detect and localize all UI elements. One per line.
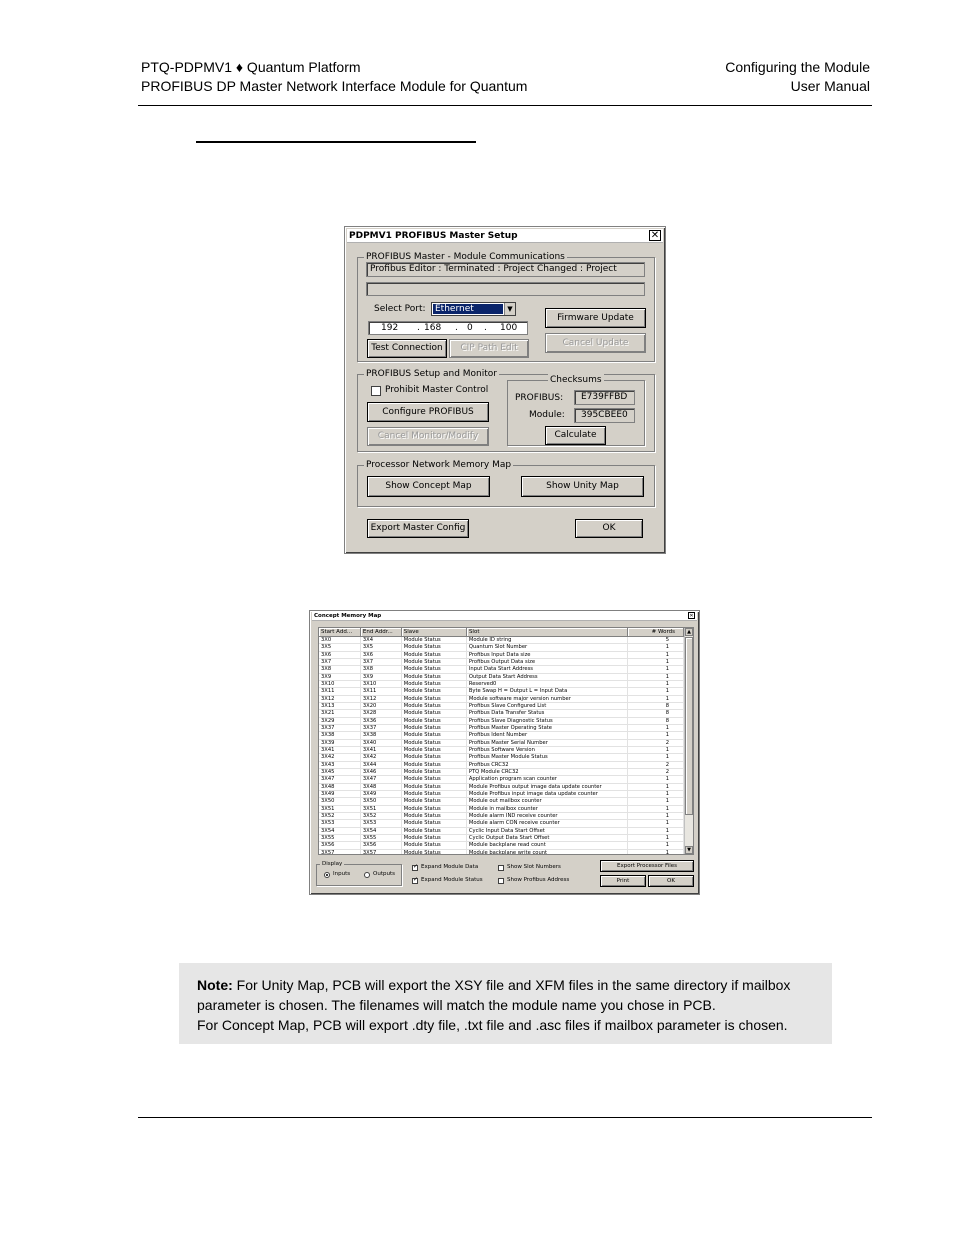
table-cell: 1 <box>628 652 684 658</box>
table-cell: 1 <box>628 674 684 680</box>
table-cell: Cyclic Output Data Start Offset <box>467 835 628 841</box>
concept-memory-map-dialog <box>309 610 700 895</box>
progress-field <box>366 282 645 296</box>
table-row[interactable] <box>319 666 684 673</box>
table-cell: 3X51 <box>361 806 402 812</box>
table-cell: 3X52 <box>319 813 361 819</box>
table-row[interactable] <box>319 784 684 791</box>
table-cell: 3X8 <box>319 666 361 672</box>
table-cell: 1 <box>628 688 684 694</box>
note-text-2: For Concept Map, PCB will export .dty file, .txt file and .asc files if mailbox parameter is chosen. <box>197 1017 788 1033</box>
table-cell: 8 <box>628 703 684 709</box>
table-cell: 3X39 <box>319 740 361 746</box>
column-header[interactable]: Slave <box>402 628 467 637</box>
table-cell: Profibus Master Module Status <box>467 754 628 760</box>
table-cell: Module backplane read count <box>467 842 628 848</box>
table-row[interactable] <box>319 813 684 820</box>
table-cell: Module Status <box>402 703 467 709</box>
table-cell: 3X49 <box>361 791 402 797</box>
show-concept-map-button[interactable]: Show Concept Map <box>367 476 490 497</box>
table-row[interactable] <box>319 762 684 769</box>
prohibit-master-checkbox[interactable] <box>371 386 381 396</box>
cip-path-edit-button[interactable]: CIP Path Edit <box>449 339 529 358</box>
expand-module-status-label: Expand Module Status <box>421 877 483 883</box>
port-select-value: Ethernet <box>433 304 503 314</box>
table-cell: 2 <box>628 762 684 768</box>
table-cell: Profibus Software Version <box>467 747 628 753</box>
table-cell: Module alarm CON receive counter <box>467 820 628 826</box>
note-text-1: For Unity Map, PCB will export the XSY file and XFM files in the same directory if mailbox parameter is chosen. The filenames will match the module name you chose in PCB. <box>197 977 791 1013</box>
table-row[interactable] <box>319 725 684 732</box>
table-cell: 3X37 <box>361 725 402 731</box>
show-slot-numbers-checkbox[interactable] <box>498 865 504 871</box>
table-cell: 3X38 <box>361 732 402 738</box>
table-cell: 3X50 <box>361 798 402 804</box>
footer-rule <box>138 1117 872 1118</box>
table-cell: Module Profibus input image data update counter <box>467 791 628 797</box>
table-cell: 1 <box>628 798 684 804</box>
table-row[interactable] <box>319 696 684 703</box>
table-cell: 3X40 <box>361 740 402 746</box>
ip-dot: . <box>455 323 458 333</box>
table-cell: 3X11 <box>361 688 402 694</box>
table-cell: 3X10 <box>319 681 361 687</box>
table-cell: 3X52 <box>361 813 402 819</box>
chapter-title: Configuring the Module <box>725 59 870 75</box>
configure-profibus-button[interactable]: Configure PROFIBUS <box>367 402 489 422</box>
table-cell: 3X28 <box>361 710 402 716</box>
table-cell: 3X42 <box>361 754 402 760</box>
table-cell: Module Status <box>402 784 467 790</box>
master-setup-dialog <box>344 226 666 554</box>
column-header[interactable]: # Words <box>628 628 684 637</box>
table-cell: 2 <box>628 769 684 775</box>
master-setup-title: PDPMV1 PROFIBUS Master Setup <box>349 231 518 241</box>
table-row[interactable] <box>319 828 684 835</box>
table-row[interactable] <box>319 776 684 783</box>
scroll-up-icon[interactable]: ▲ <box>685 628 693 636</box>
inputs-label: Inputs <box>333 871 351 877</box>
table-cell: Output Data Start Address <box>467 674 628 680</box>
table-cell: 3X4 <box>361 637 402 643</box>
ip-address-field[interactable] <box>368 321 528 335</box>
table-row[interactable] <box>319 820 684 827</box>
table-cell: 1 <box>628 659 684 665</box>
table-cell: Module Status <box>402 725 467 731</box>
prohibit-master-label: Prohibit Master Control <box>385 385 489 395</box>
table-row[interactable] <box>319 740 684 747</box>
table-cell: Profibus Ident Number <box>467 732 628 738</box>
page-header-left <box>141 58 527 96</box>
table-cell: Module Status <box>402 718 467 724</box>
table-cell: Module Status <box>402 798 467 804</box>
table-cell: 3X5 <box>361 644 402 650</box>
table-cell: 3X6 <box>361 652 402 658</box>
ip-dot: . <box>484 323 487 333</box>
export-master-config-button[interactable]: Export Master Config <box>367 519 469 538</box>
comms-group-label: PROFIBUS Master - Module Communications <box>366 252 565 262</box>
table-cell: 3X21 <box>319 710 361 716</box>
table-cell: 3X7 <box>361 659 402 665</box>
firmware-update-button[interactable]: Firmware Update <box>545 308 646 328</box>
table-cell: 1 <box>628 666 684 672</box>
table-cell: 3X20 <box>361 703 402 709</box>
table-cell: Byte Swap H = Output L = Input Data <box>467 688 628 694</box>
table-cell: 3X51 <box>319 806 361 812</box>
table-cell: Module Status <box>402 688 467 694</box>
table-cell: Module Status <box>402 652 467 658</box>
table-cell: 3X44 <box>361 762 402 768</box>
table-cell: 3X37 <box>319 725 361 731</box>
table-row[interactable] <box>319 710 684 717</box>
table-cell: Module Status <box>402 769 467 775</box>
product-subtitle: PROFIBUS DP Master Network Interface Module for Quantum <box>141 78 528 94</box>
table-cell: 3X54 <box>319 828 361 834</box>
table-cell: Module Status <box>402 776 467 782</box>
table-cell: 3X12 <box>361 696 402 702</box>
table-cell: Module Status <box>402 791 467 797</box>
table-cell: 1 <box>628 842 684 848</box>
table-row[interactable] <box>319 769 684 776</box>
table-cell: 3X9 <box>319 674 361 680</box>
table-cell: Module Status <box>402 637 467 643</box>
table-row[interactable] <box>319 637 684 644</box>
table-cell: 3X53 <box>319 820 361 826</box>
table-row[interactable] <box>319 644 684 651</box>
outputs-label: Outputs <box>373 871 395 877</box>
show-profibus-address-checkbox[interactable] <box>498 878 504 884</box>
table-cell: 8 <box>628 710 684 716</box>
table-cell: Cyclic Input Data Start Offset <box>467 828 628 834</box>
product-title: PTQ-PDPMV1 ♦ Quantum Platform <box>141 59 361 75</box>
column-header[interactable]: Start Add... <box>319 628 361 637</box>
table-cell: Module Status <box>402 732 467 738</box>
export-processor-files-button[interactable]: Export Processor Files <box>600 860 694 872</box>
table-cell: 3X55 <box>361 835 402 841</box>
note-paragraph-1 <box>197 975 814 1015</box>
note-label: Note: <box>197 977 233 993</box>
table-cell: 3X11 <box>319 688 361 694</box>
table-row[interactable] <box>319 842 684 849</box>
show-profibus-address-label: Show Profibus Address <box>507 877 570 883</box>
table-cell: Module ID string <box>467 637 628 643</box>
table-cell: Module out mailbox counter <box>467 798 628 804</box>
test-connection-button[interactable]: Test Connection <box>367 339 447 358</box>
expand-module-data-checkbox[interactable] <box>412 865 418 871</box>
table-cell: Module alarm IND receive counter <box>467 813 628 819</box>
select-port-label: Select Port: <box>374 304 426 314</box>
note-box <box>179 963 832 1044</box>
table-cell: 3X50 <box>319 798 361 804</box>
table-cell: 3X48 <box>361 784 402 790</box>
table-cell: 3X12 <box>319 696 361 702</box>
table-body <box>319 637 684 855</box>
page-header-right <box>725 58 870 96</box>
table-cell: 3X36 <box>361 718 402 724</box>
table-row[interactable] <box>319 791 684 798</box>
column-header[interactable]: Slot <box>467 628 628 637</box>
outputs-radio[interactable] <box>364 872 370 878</box>
cancel-monitor-button[interactable]: Cancel Monitor/Modify <box>367 427 489 446</box>
table-cell: Reserved0 <box>467 681 628 687</box>
calculate-button[interactable]: Calculate <box>545 426 606 445</box>
table-cell: Quantum Slot Number <box>467 644 628 650</box>
table-cell: 3X6 <box>319 652 361 658</box>
port-select[interactable] <box>431 302 516 316</box>
ip-octet-2: 168 <box>424 323 442 333</box>
table-row[interactable] <box>319 850 684 855</box>
scroll-thumb[interactable] <box>685 637 693 815</box>
table-cell: 3X47 <box>319 776 361 782</box>
table-cell: Profibus CRC32 <box>467 762 628 768</box>
table-cell: 1 <box>628 725 684 731</box>
table-cell: 3X55 <box>319 835 361 841</box>
table-row[interactable] <box>319 688 684 695</box>
show-slot-numbers-label: Show Slot Numbers <box>507 864 561 870</box>
table-cell: Profibus Data Transfer Status <box>467 710 628 716</box>
table-cell: Profibus Slave Diagnostic Status <box>467 718 628 724</box>
table-cell: 3X57 <box>361 850 402 855</box>
table-cell: 1 <box>628 820 684 826</box>
table-cell: Module Status <box>402 666 467 672</box>
table-row[interactable] <box>319 718 684 725</box>
table-cell: 2 <box>628 740 684 746</box>
table-cell: Profibus Slave Configured List <box>467 703 628 709</box>
memory-map-table <box>318 627 694 855</box>
table-cell: Input Data Start Address <box>467 666 628 672</box>
table-cell: Module Status <box>402 813 467 819</box>
table-cell: Module Status <box>402 806 467 812</box>
table-cell: 1 <box>628 776 684 782</box>
table-cell: 3X13 <box>319 703 361 709</box>
table-cell: Module Status <box>402 850 467 855</box>
table-cell: 3X0 <box>319 637 361 643</box>
table-cell: 3X48 <box>319 784 361 790</box>
table-cell: Module Status <box>402 820 467 826</box>
concept-map-title: Concept Memory Map <box>314 613 382 619</box>
cancel-update-button[interactable]: Cancel Update <box>545 333 646 353</box>
table-row[interactable] <box>319 652 684 659</box>
show-unity-map-button[interactable]: Show Unity Map <box>521 476 644 497</box>
table-cell: Module Status <box>402 710 467 716</box>
table-cell: 1 <box>628 784 684 790</box>
table-cell: Application program scan counter <box>467 776 628 782</box>
table-cell: Module Status <box>402 659 467 665</box>
module-checksum-field: 395CBEE0 <box>574 408 635 423</box>
table-cell: 8 <box>628 718 684 724</box>
table-row[interactable] <box>319 659 684 666</box>
table-cell: 1 <box>628 696 684 702</box>
ip-dot: . <box>417 323 420 333</box>
ok-button[interactable]: OK <box>648 875 694 887</box>
table-row[interactable] <box>319 806 684 813</box>
table-cell: 3X54 <box>361 828 402 834</box>
table-row[interactable] <box>319 703 684 710</box>
table-cell: Module Status <box>402 828 467 834</box>
expand-module-status-checkbox[interactable] <box>412 878 418 884</box>
inputs-radio[interactable] <box>324 872 330 878</box>
header-rule <box>138 105 872 106</box>
module-checksum-label: Module: <box>529 410 565 420</box>
table-cell: 1 <box>628 644 684 650</box>
column-header[interactable]: End Addr... <box>361 628 402 637</box>
table-cell: 3X56 <box>319 842 361 848</box>
table-cell: 3X45 <box>319 769 361 775</box>
table-cell: 3X42 <box>319 754 361 760</box>
table-cell: Module Status <box>402 762 467 768</box>
table-row[interactable] <box>319 681 684 688</box>
table-cell: 1 <box>628 681 684 687</box>
table-row[interactable] <box>319 754 684 761</box>
status-field: Profibus Editor : Terminated : Project Changed : Project <box>366 262 645 277</box>
table-cell: Module Profibus output image data update counter <box>467 784 628 790</box>
table-cell: 3X49 <box>319 791 361 797</box>
table-cell: 3X46 <box>361 769 402 775</box>
table-cell: 1 <box>628 747 684 753</box>
table-cell: 1 <box>628 791 684 797</box>
table-row[interactable] <box>319 835 684 842</box>
table-cell: Module software major version number <box>467 696 628 702</box>
profibus-checksum-field: E739FFBD <box>574 390 635 405</box>
table-cell: Module Status <box>402 747 467 753</box>
table-cell: 3X41 <box>361 747 402 753</box>
setup-monitor-group-label: PROFIBUS Setup and Monitor <box>366 369 497 379</box>
table-cell: Module Status <box>402 754 467 760</box>
table-cell: 3X57 <box>319 850 361 855</box>
table-cell: Module Status <box>402 842 467 848</box>
table-row[interactable] <box>319 747 684 754</box>
ip-octet-4: 100 <box>500 323 518 333</box>
table-cell: 1 <box>628 828 684 834</box>
chevron-down-icon[interactable]: ▼ <box>504 303 515 315</box>
table-cell: 3X38 <box>319 732 361 738</box>
close-icon[interactable]: ✕ <box>689 613 694 619</box>
display-group-label: Display <box>322 861 343 867</box>
table-cell: Profibus Input Data size <box>467 652 628 658</box>
table-cell: 3X7 <box>319 659 361 665</box>
table-cell: Profibus Master Serial Number <box>467 740 628 746</box>
table-cell: 3X53 <box>361 820 402 826</box>
ip-octet-3: 0 <box>467 323 473 333</box>
section-title-underline <box>196 141 476 143</box>
table-cell: 3X29 <box>319 718 361 724</box>
print-button[interactable]: Print <box>600 875 646 887</box>
table-cell: Module backplane write count <box>467 850 628 855</box>
ip-octet-1: 192 <box>381 323 399 333</box>
table-cell: 3X10 <box>361 681 402 687</box>
profibus-checksum-label: PROFIBUS: <box>515 393 564 403</box>
table-cell: Profibus Master Operating State <box>467 725 628 731</box>
checksums-group-label: Checksums <box>550 375 602 385</box>
table-cell: Module Status <box>402 740 467 746</box>
table-row[interactable] <box>319 674 684 681</box>
table-cell: 3X56 <box>361 842 402 848</box>
scroll-down-icon[interactable]: ▼ <box>685 846 693 854</box>
table-row[interactable] <box>319 732 684 739</box>
table-cell: 3X8 <box>361 666 402 672</box>
ok-button[interactable]: OK <box>575 519 643 538</box>
table-cell: 3X5 <box>319 644 361 650</box>
table-cell: Module in mailbox counter <box>467 806 628 812</box>
concept-map-titlebar <box>312 612 697 621</box>
memory-map-group-label: Processor Network Memory Map <box>366 460 512 470</box>
table-cell: 1 <box>628 732 684 738</box>
table-cell: Module Status <box>402 835 467 841</box>
table-cell: 1 <box>628 754 684 760</box>
table-cell: 3X47 <box>361 776 402 782</box>
table-cell: 1 <box>628 850 684 855</box>
expand-module-data-label: Expand Module Data <box>421 864 479 870</box>
table-cell: Module Status <box>402 644 467 650</box>
manual-type: User Manual <box>790 78 870 94</box>
table-cell: Profibus Output Data size <box>467 659 628 665</box>
table-header <box>319 628 684 637</box>
master-setup-titlebar <box>347 229 663 243</box>
table-cell: Module Status <box>402 674 467 680</box>
table-cell: 1 <box>628 835 684 841</box>
close-icon[interactable]: ✕ <box>650 230 660 241</box>
table-cell: PTQ Module CRC32 <box>467 769 628 775</box>
table-cell: 1 <box>628 813 684 819</box>
vertical-scrollbar[interactable] <box>684 628 693 854</box>
table-row[interactable] <box>319 798 684 805</box>
table-cell: 5 <box>628 637 684 643</box>
table-cell: 3X9 <box>361 674 402 680</box>
table-cell: 1 <box>628 806 684 812</box>
table-cell: Module Status <box>402 696 467 702</box>
table-cell: 3X41 <box>319 747 361 753</box>
table-cell: Module Status <box>402 681 467 687</box>
table-cell: 3X43 <box>319 762 361 768</box>
